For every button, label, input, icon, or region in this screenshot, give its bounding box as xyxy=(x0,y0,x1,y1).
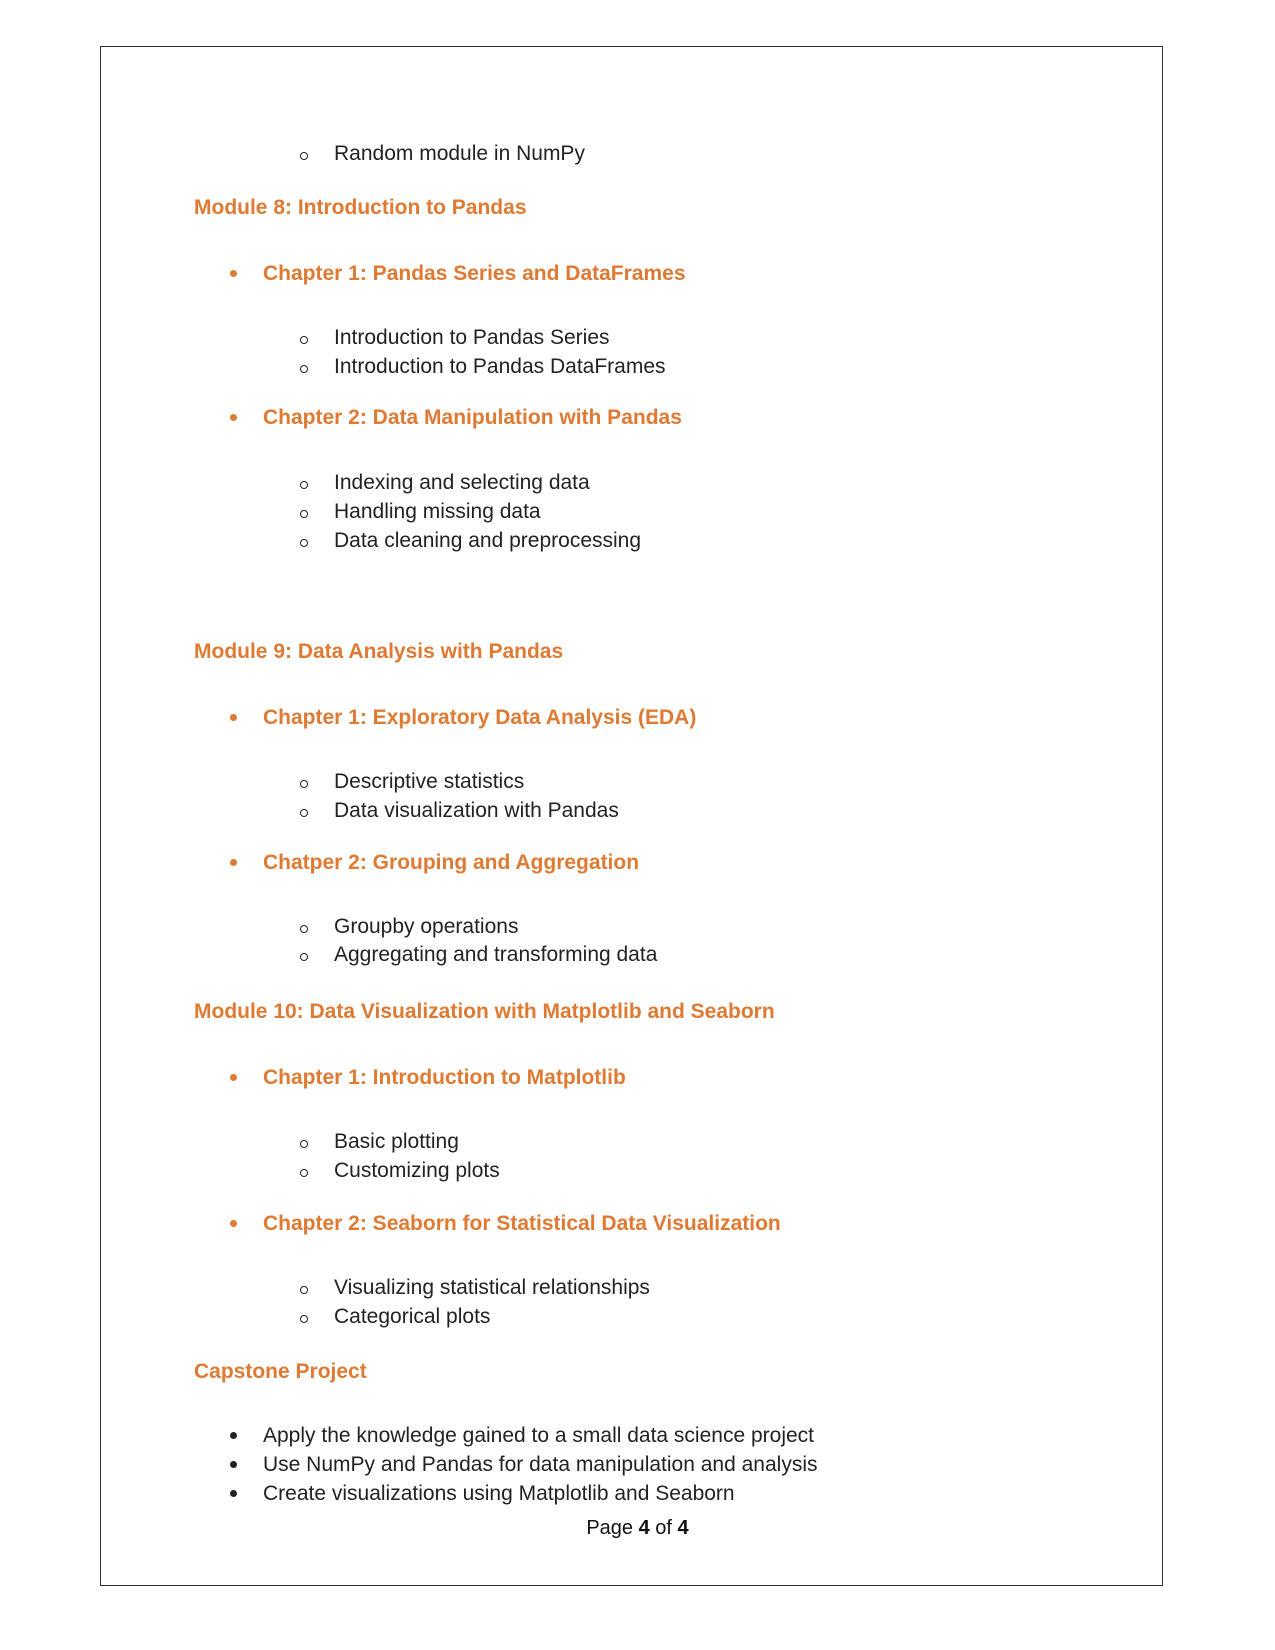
module-heading: Module 10: Data Visualization with Matplotlib and Seaborn xyxy=(194,1000,775,1023)
sub-bullet-icon xyxy=(300,365,308,373)
chapter-bullet-icon xyxy=(230,859,237,866)
footer-of: of xyxy=(655,1517,672,1539)
module-heading: Module 9: Data Analysis with Pandas xyxy=(194,640,564,663)
sub-bullet-icon xyxy=(300,953,308,961)
sub-bullet-icon xyxy=(300,336,308,344)
sub-bullet-icon xyxy=(300,481,308,489)
chapter-bullet-icon xyxy=(230,714,237,721)
sub-item: Random module in NumPy xyxy=(334,142,585,165)
sub-item: Aggregating and transforming data xyxy=(334,943,658,966)
chapter-heading: Chapter 1: Introduction to Matplotlib xyxy=(263,1066,626,1089)
sub-bullet-icon xyxy=(300,1315,308,1323)
chapter-bullet-icon xyxy=(230,1220,237,1227)
chapter-bullet-icon xyxy=(230,270,237,277)
capstone-item: Apply the knowledge gained to a small data science project xyxy=(263,1424,815,1447)
footer-total-pages: 4 xyxy=(677,1517,689,1539)
sub-bullet-icon xyxy=(300,510,308,518)
chapter-bullet-icon xyxy=(230,1074,237,1081)
chapter-heading: Chapter 2: Data Manipulation with Pandas xyxy=(263,406,682,429)
bullet-icon xyxy=(230,1461,237,1468)
capstone-item: Create visualizations using Matplotlib and Seaborn xyxy=(263,1482,735,1505)
footer-prefix: Page xyxy=(586,1517,634,1539)
chapter-heading: Chapter 2: Seaborn for Statistical Data Visualization xyxy=(263,1212,781,1235)
sub-item: Descriptive statistics xyxy=(334,770,525,793)
sub-bullet-icon xyxy=(300,539,308,547)
sub-item: Categorical plots xyxy=(334,1305,491,1328)
sub-bullet-icon xyxy=(300,1140,308,1148)
sub-item: Handling missing data xyxy=(334,500,541,523)
chapter-heading: Chatper 2: Grouping and Aggregation xyxy=(263,851,640,874)
chapter-heading: Chapter 1: Pandas Series and DataFrames xyxy=(263,262,686,285)
sub-bullet-icon xyxy=(300,1169,308,1177)
module-heading: Module 8: Introduction to Pandas xyxy=(194,196,527,219)
sub-item: Data cleaning and preprocessing xyxy=(334,529,642,552)
sub-bullet-icon xyxy=(300,780,308,788)
sub-item: Data visualization with Pandas xyxy=(334,799,619,822)
sub-bullet-icon xyxy=(300,809,308,817)
capstone-heading: Capstone Project xyxy=(194,1360,367,1383)
sub-item: Customizing plots xyxy=(334,1159,500,1182)
bullet-icon xyxy=(230,1490,237,1497)
sub-item: Basic plotting xyxy=(334,1130,459,1153)
sub-item: Introduction to Pandas DataFrames xyxy=(334,355,666,378)
chapter-heading: Chapter 1: Exploratory Data Analysis (EDA) xyxy=(263,706,697,729)
bullet-icon xyxy=(230,1432,237,1439)
sub-bullet-icon xyxy=(300,152,308,160)
sub-item: Groupby operations xyxy=(334,915,519,938)
page-number-footer xyxy=(0,1518,1275,1538)
capstone-item: Use NumPy and Pandas for data manipulation and analysis xyxy=(263,1453,818,1476)
sub-bullet-icon xyxy=(300,925,308,933)
sub-item: Introduction to Pandas Series xyxy=(334,326,610,349)
chapter-bullet-icon xyxy=(230,414,237,421)
footer-current-page: 4 xyxy=(638,1517,650,1539)
sub-bullet-icon xyxy=(300,1286,308,1294)
sub-item: Visualizing statistical relationships xyxy=(334,1276,650,1299)
sub-item: Indexing and selecting data xyxy=(334,471,590,494)
